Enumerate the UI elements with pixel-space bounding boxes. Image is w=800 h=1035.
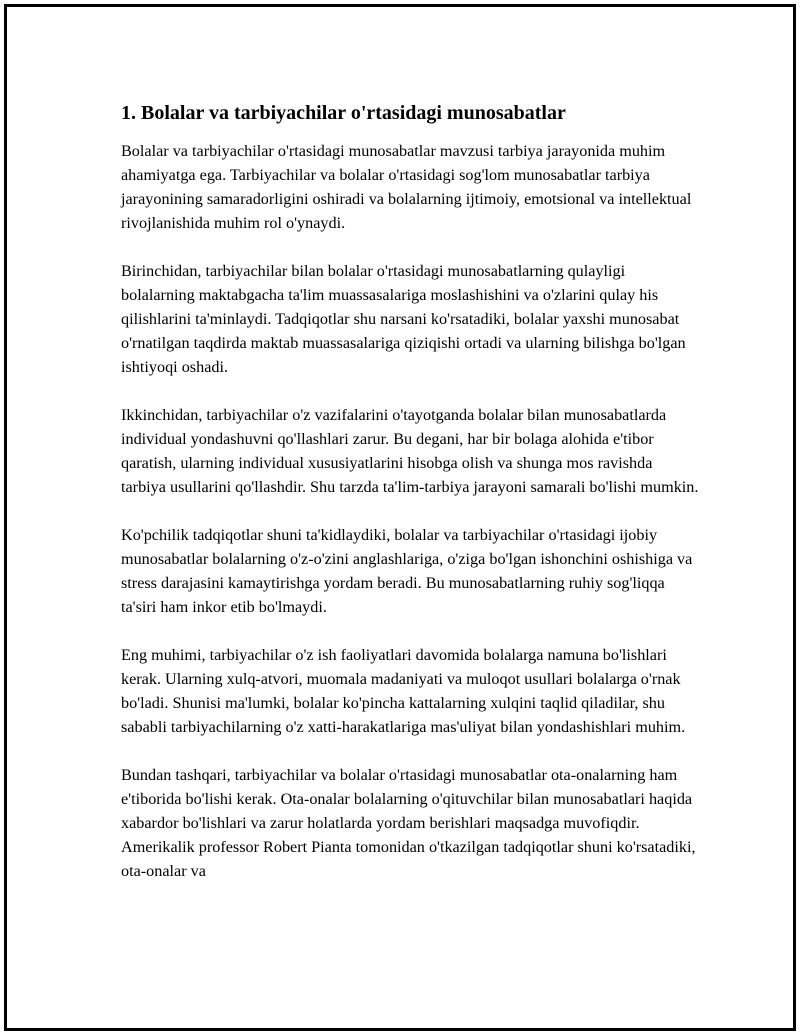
paragraph-1: Bolalar va tarbiyachilar o'rtasidagi munosabatlar mavzusi tarbiya jarayonida muhim ahamiyatga ega. Tarbiyachilar va bolalar o'rtasidagi sog'lom munosabatlar tarbiya jarayonining samaradorligini oshiradi va bolalarning ijtimoiy, emotsional va intellektual rivojlanishida muhim rol o'ynaydi.	[121, 142, 692, 232]
paragraph-2: Birinchidan, tarbiyachilar bilan bolalar o'rtasidagi munosabatlarning qulayligi bolalarning maktabgacha ta'lim muassasalariga moslashishini va o'zlarini qulay his qilishlarini ta'minlaydi. Tadqiqotlar shu narsani ko'rsatadiki, bolalar yaxshi munosabat o'rnatilgan taqdirda maktab muassasalariga qiziqishi ortadi va ularning bilishga bo'lgan ishtiyoqi oshadi.	[121, 262, 686, 376]
paragraph-5: Eng muhimi, tarbiyachilar o'z ish faoliyatlari davomida bolalarga namuna bo'lishlari kerak. Ularning xulq-atvori, muomala madaniyati va muloqot usullari bolalarga o'rnak bo'ladi. Shunisi ma'lumki, bolalar ko'pincha kattalarning xulqini taqlid qiladilar, shu sababli tarbiyachilarning o'z xatti-harakatlariga mas'uliyat bilan yondashishlari muhim.	[121, 646, 686, 736]
document-body	[121, 99, 701, 907]
paragraph-3: Ikkinchidan, tarbiyachilar o'z vazifalarini o'tayotganda bolalar bilan munosabatlarda individual yondashuvni qo'llashlari zarur. Bu degani, har bir bolaga alohida e'tibor qaratish, ularning individual xususiyatlarini hisobga olish va shunga mos ravishda tarbiya usullarini qo'llashdir. Shu tarzda ta'lim-tarbiya jarayoni samarali bo'lishi mumkin.	[121, 406, 699, 496]
section-title: 1. Bolalar va tarbiyachilar o'rtasidagi munosabatlar	[121, 102, 566, 124]
paragraph-4: Ko'pchilik tadqiqotlar shuni ta'kidlaydiki, bolalar va tarbiyachilar o'rtasidagi ijobiy munosabatlar bolalarning o'z-o'zini anglashlariga, o'ziga bo'lgan ishonchini oshishiga va stress darajasini kamaytirishga yordam beradi. Bu munosabatlarning ruhiy sog'liqqa ta'siri ham inkor etib bo'lmaydi.	[121, 526, 693, 616]
paragraph-6: Bundan tashqari, tarbiyachilar va bolalar o'rtasidagi munosabatlar ota-onalarning ham e'tiborida bo'lishi kerak. Ota-onalar bolalarning o'qituvchilar bilan munosabatlari haqida xabardor bo'lishlari va zarur holatlarda yordam berishlari maqsadga muvofiqdir. Amerikalik professor Robert Pianta tomonidan o'tkazilgan tadqiqotlar shuni ko'rsatadiki, ota-onalar va	[121, 766, 696, 880]
document-page	[4, 4, 796, 1031]
